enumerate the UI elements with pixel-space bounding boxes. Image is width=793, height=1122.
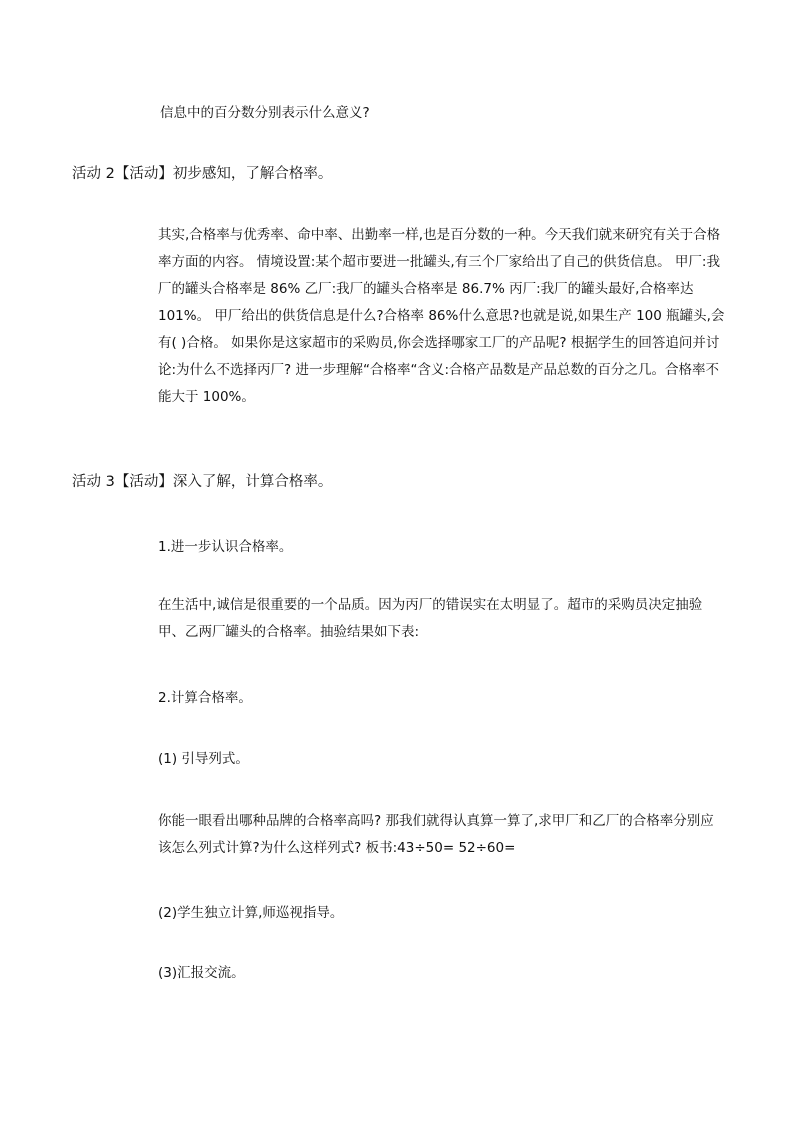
activity-3-heading: 活动 3【活动】深入了解，计算合格率。 — [72, 474, 333, 490]
step-1-line: 1.进一步认识合格率。 — [158, 539, 293, 555]
step-2-line: 2.计算合格率。 — [158, 690, 252, 706]
step-1-paragraph: 在生活中,诚信是很重要的一个品质。因为丙厂的错误实在太明显了。超市的采购员决定抽验甲、乙两厂罐头的合格率。抽验结果如下表: — [158, 597, 703, 640]
substep-1-paragraph: 你能一眼看出哪种品牌的合格率高吗? 那我们就得认真算一算了,求甲厂和乙厂的合格率分别应该怎么列式计算?为什么这样列式? 板书:43÷50= 52÷60= — [158, 813, 714, 856]
question-line: 信息中的百分数分别表示什么意义? — [160, 105, 370, 121]
activity-2-heading: 活动 2【活动】初步感知，了解合格率。 — [72, 166, 333, 182]
substep-3-line: (3)汇报交流。 — [158, 965, 245, 981]
substep-1-line: (1) 引导列式。 — [158, 751, 249, 767]
activity-2-paragraph: 其实,合格率与优秀率、命中率、出勤率一样,也是百分数的一种。今天我们就来研究有关于合格率方面的内容。 情境设置:某个超市要进一批罐头,有三个厂家给出了自己的供货信息。 甲厂:我厂的罐头合格率是 86% 乙厂:我厂的罐头合格率是 86.7% 丙厂:我厂的罐头最好,合格率达 101%。 甲厂给出的供货信息是什么?合格率 86%什么意思?也就是说,如果生产 100 瓶罐头,会有( )合格。 如果你是这家超市的采购员,你会选择哪家工厂的产品呢? 根据学生的回答追问并讨论:为什么不选择丙厂? 进一步理解“合格率“含义:合格产品数是产品总数的百分之几。合格率不能大于 100%。 — [158, 227, 725, 405]
substep-2-line: (2)学生独立计算,师巡视指导。 — [158, 905, 344, 921]
